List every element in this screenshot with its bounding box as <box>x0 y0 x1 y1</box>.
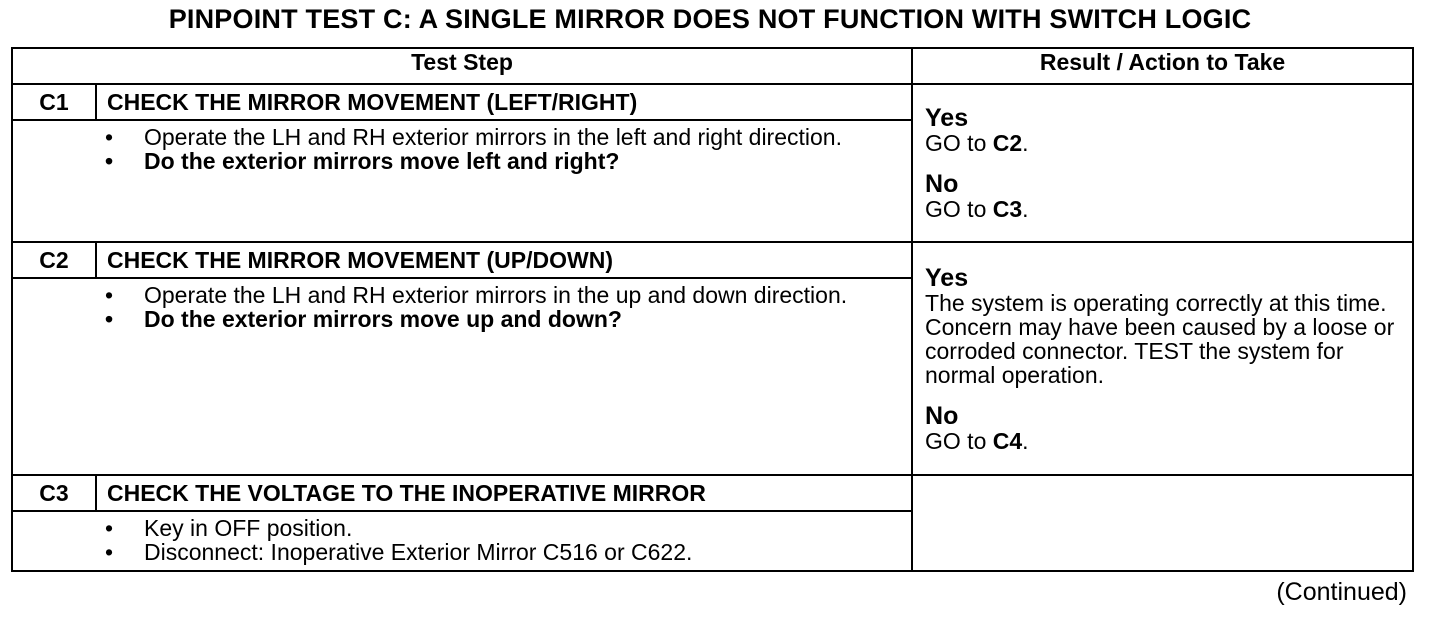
yes-action: GO to C2. <box>925 130 1029 156</box>
step-id: C3 <box>12 475 96 511</box>
step-heading: CHECK THE MIRROR MOVEMENT (LEFT/RIGHT) <box>96 84 912 120</box>
result-no <box>925 403 1412 453</box>
step-id: C2 <box>12 242 96 278</box>
yes-label: Yes <box>925 104 969 132</box>
step-heading: CHECK THE VOLTAGE TO THE INOPERATIVE MIRROR <box>96 475 912 511</box>
no-action: GO to C4. <box>925 427 1029 454</box>
list-item: • Disconnect: Inoperative Exterior Mirror C516 or C622. <box>105 539 693 565</box>
step-body <box>96 278 912 475</box>
step-id: C1 <box>12 84 96 120</box>
step-result <box>912 475 1413 571</box>
result-action-header: Result / Action to Take <box>912 48 1413 84</box>
result-no <box>925 171 1412 221</box>
page-title: PINPOINT TEST C: A SINGLE MIRROR DOES NOT FUNCTION WITH SWITCH LOGIC <box>168 4 1252 34</box>
step-heading-row <box>12 242 1413 278</box>
list-item: • Operate the LH and RH exterior mirrors in the up and down direction. <box>105 282 848 308</box>
yes-action: The system is operating correctly at this time. Concern may have been caused by a loose or corroded connector. TEST the system for normal operation. <box>925 289 1395 388</box>
goto-target: C4 <box>992 427 1023 454</box>
step-body <box>96 120 912 242</box>
test-step-header: Test Step <box>12 48 912 84</box>
step-heading-row <box>12 84 1413 120</box>
step-heading-row <box>12 475 1413 511</box>
list-item: • Do the exterior mirrors move left and right? <box>105 148 620 174</box>
step-result <box>912 242 1413 475</box>
no-label: No <box>925 170 959 198</box>
goto-target: C3 <box>992 196 1023 222</box>
no-label: No <box>925 401 959 430</box>
no-action: GO to C3. <box>925 196 1029 222</box>
goto-target: C2 <box>992 130 1023 156</box>
continued-note: (Continued) <box>1276 578 1407 606</box>
step-heading: CHECK THE MIRROR MOVEMENT (UP/DOWN) <box>96 242 912 278</box>
result-yes <box>925 105 1412 155</box>
step-body <box>96 511 912 571</box>
pinpoint-test-table <box>11 47 1414 572</box>
list-item: • Do the exterior mirrors move up and down? <box>105 306 622 332</box>
list-item: • Operate the LH and RH exterior mirrors in the left and right direction. <box>105 124 842 150</box>
step-result <box>912 84 1413 242</box>
table-header-row <box>12 48 1413 84</box>
list-item: • Key in OFF position. <box>105 515 353 541</box>
result-yes <box>925 265 1412 387</box>
yes-label: Yes <box>925 263 969 292</box>
